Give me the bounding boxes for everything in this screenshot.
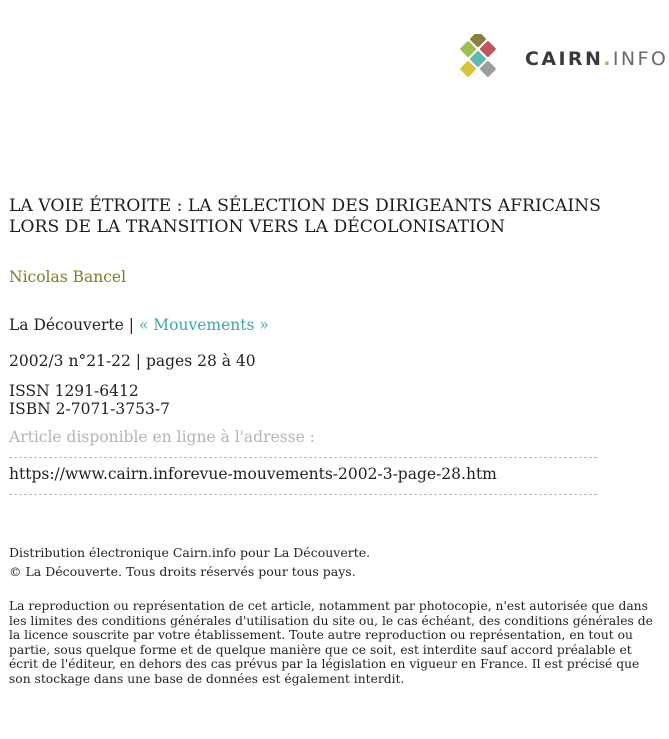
cairn-logo-text: [525, 48, 668, 70]
publisher-line: [9, 316, 269, 334]
logo-brand: CAIRN: [525, 48, 604, 70]
dashed-divider-top: [9, 457, 597, 458]
publisher-separator: |: [123, 316, 139, 334]
logo-dot: .: [603, 48, 613, 70]
cairn-logo[interactable]: [439, 34, 669, 84]
logo-suffix: INFO: [612, 48, 669, 70]
identifiers: [9, 382, 170, 418]
collection-link[interactable]: « Mouvements »: [138, 316, 269, 334]
article-title: LA VOIE ÉTROITE : LA SÉLECTION DES DIRIGEANTS AFRICAINS LORS DE LA TRANSITION VERS LA DÉCOLONISATION: [9, 196, 601, 237]
dashed-divider-bottom: [9, 494, 597, 495]
legal-notice: La reproduction ou représentation de cet article, notamment par photocopie, n'est autorisée que dans les limites des conditions générales d'utilisation du site ou, le cas échéant, des conditions générales de la licence souscrite par votre établissement. Toute autre reproduction ou représentation, en tout ou partie, sous quelque forme et de quelque manière que ce soit, est interdite sauf accord préalable et écrit de l'éditeur, en dehors des cas prévus par la législation en vigueur en France. Il est précisé que son stockage dans une base de données est également interdit.: [9, 599, 653, 686]
isbn: ISBN 2-7071-3753-7: [9, 400, 170, 418]
issn: ISSN 1291-6412: [9, 382, 139, 400]
publisher-name: La Découverte: [9, 316, 124, 334]
article-url-link[interactable]: https://www.cairn.inforevue-mouvements-2002-3-page-28.htm: [9, 465, 497, 483]
distribution-line: Distribution électronique Cairn.info pour La Découverte.: [9, 545, 371, 560]
article-author[interactable]: Nicolas Bancel: [9, 268, 127, 286]
distribution-notice: [9, 543, 370, 581]
copyright-line: © La Découverte. Tous droits réservés pour tous pays.: [9, 564, 356, 579]
issue-info: 2002/3 n°21-22 | pages 28 à 40: [9, 352, 256, 370]
cairn-logo-mark-icon: [439, 34, 517, 84]
online-availability-label: Article disponible en ligne à l'adresse :: [9, 428, 315, 446]
